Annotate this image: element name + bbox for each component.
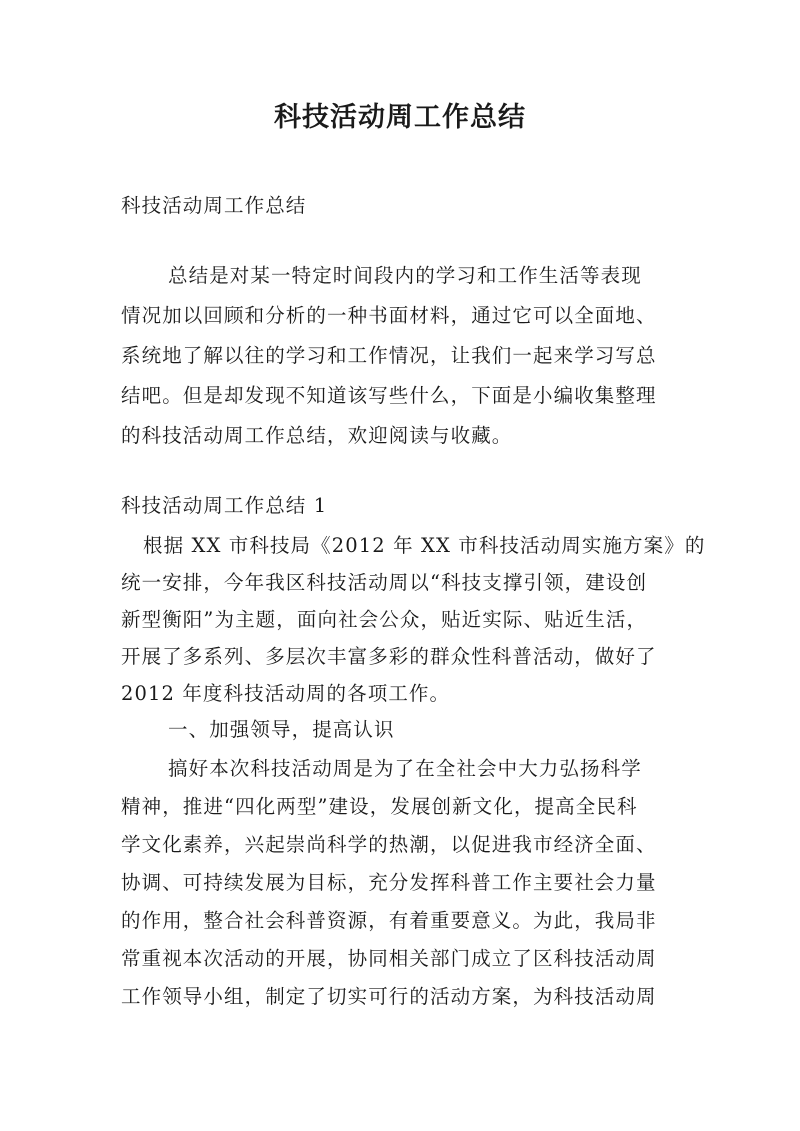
intro-line: 系统地了解以往的学习和工作情况，让我们一起来学习写总 bbox=[121, 344, 657, 367]
paragraph-line: 学文化素养，兴起崇尚科学的热潮，以促进我市经济全面、 bbox=[121, 833, 657, 856]
paragraph-line: 根据 XX 市科技局《2012 年 XX 市科技活动周实施方案》的 bbox=[143, 534, 706, 557]
paragraph-line: 新型衡阳”为主题，面向社会公众，贴近实际、贴近生活， bbox=[121, 608, 648, 631]
intro-line: 的科技活动周工作总结，欢迎阅读与收藏。 bbox=[121, 424, 513, 447]
subheading: 一、加强领导，提高认识 bbox=[168, 718, 395, 741]
paragraph-line: 常重视本次活动的开展，协同相关部门成立了区科技活动周 bbox=[121, 947, 657, 970]
intro-line: 总结是对某一特定时间段内的学习和工作生活等表现 bbox=[168, 264, 642, 287]
paragraph-line: 工作领导小组，制定了切实可行的活动方案，为科技活动周 bbox=[121, 985, 657, 1008]
paragraph-line: 的作用，整合社会科普资源，有着重要意义。为此，我局非 bbox=[121, 909, 657, 932]
paragraph-line: 开展了多系列、多层次丰富多彩的群众性科普活动，做好了 bbox=[121, 645, 657, 668]
paragraph-line: 2012 年度科技活动周的各项工作。 bbox=[121, 682, 451, 705]
document-title: 科技活动周工作总结 bbox=[274, 102, 526, 133]
intro-line: 结吧。但是却发现不知道该写些什么，下面是小编收集整理 bbox=[121, 384, 657, 407]
paragraph-line: 统一安排，今年我区科技活动周以“科技支撑引领，建设创 bbox=[121, 571, 648, 594]
paragraph-line: 搞好本次科技活动周是为了在全社会中大力弘扬科学 bbox=[168, 757, 642, 780]
section-heading: 科技活动周工作总结 1 bbox=[121, 494, 328, 517]
document-subtitle: 科技活动周工作总结 bbox=[121, 194, 307, 217]
paragraph-line: 精神，推进“四化两型”建设，发展创新文化，提高全民科 bbox=[121, 795, 638, 818]
paragraph-line: 协调、可持续发展为目标，充分发挥科普工作主要社会力量 bbox=[121, 871, 657, 894]
intro-line: 情况加以回顾和分析的一种书面材料，通过它可以全面地、 bbox=[121, 304, 657, 327]
